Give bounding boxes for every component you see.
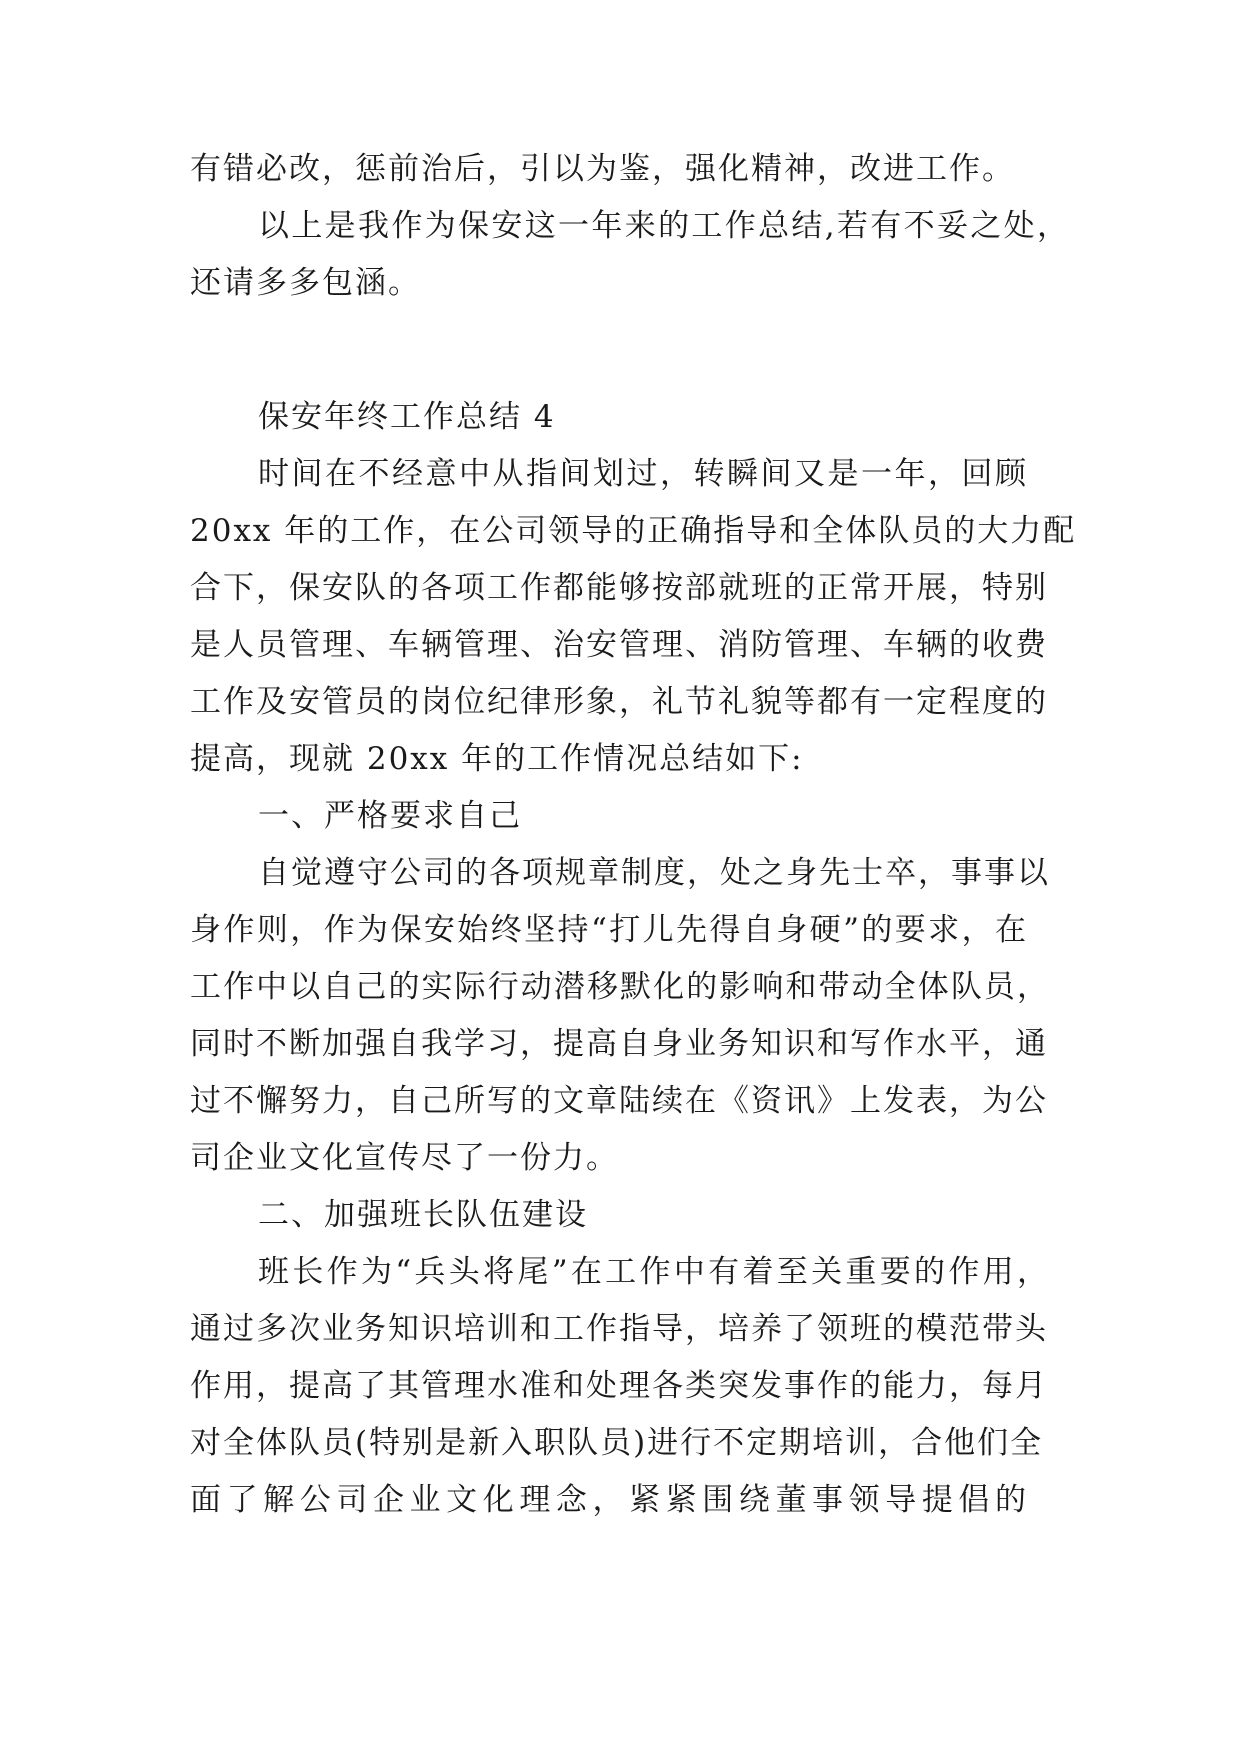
paragraph-line: 对全体队员(特别是新入职队员)进行不定期培训，合他们全: [190, 1425, 1044, 1461]
paragraph-line: 提高，现就 20xx 年的工作情况总结如下:: [190, 741, 804, 777]
paragraph-line: 20xx 年的工作，在公司领导的正确指导和全体队员的大力配: [190, 513, 1077, 549]
section-title: 保安年终工作总结 4: [258, 399, 556, 435]
section-heading: 二、加强班长队伍建设: [258, 1197, 588, 1233]
paragraph-line: 通过多次业务知识培训和工作指导，培养了领班的模范带头: [190, 1311, 1048, 1347]
paragraph-line: 面了解公司企业文化理念，紧紧围绕董事领导提倡的: [190, 1482, 1028, 1518]
paragraph-line: 过不懈努力，自己所写的文章陆续在《资讯》上发表，为公: [190, 1083, 1048, 1119]
paragraph-line: 是人员管理、车辆管理、治安管理、消防管理、车辆的收费: [190, 627, 1048, 663]
paragraph-line: 有错必改，惩前治后，引以为鉴，强化精神，改进工作。: [190, 151, 1015, 187]
paragraph-line: 班长作为“兵头将尾”在工作中有着至关重要的作用，: [258, 1254, 1050, 1290]
paragraph-line: 工作中以自己的实际行动潜移默化的影响和带动全体队员，: [190, 969, 1050, 1005]
paragraph-line: 司企业文化宣传尽了一份力。: [190, 1140, 619, 1176]
paragraph-line: 作用，提高了其管理水准和处理各类突发事作的能力，每月: [190, 1368, 1048, 1404]
paragraph-line: 还请多多包涵。: [190, 265, 421, 301]
paragraph-line: 时间在不经意中从指间划过，转瞬间又是一年，回顾: [258, 456, 1028, 492]
paragraph-line: 自觉遵守公司的各项规章制度，处之身先士卒，事事以: [258, 855, 1050, 891]
paragraph-line: 以上是我作为保安这一年来的工作总结,若有不妥之处，: [258, 208, 1070, 244]
paragraph-line: 身作则，作为保安始终坚持“打儿先得自身硬”的要求，在: [190, 912, 1028, 948]
paragraph-line: 工作及安管员的岗位纪律形象，礼节礼貌等都有一定程度的: [190, 684, 1048, 720]
section-heading: 一、严格要求自己: [258, 798, 522, 834]
paragraph-line: 同时不断加强自我学习，提高自身业务知识和写作水平，通: [190, 1026, 1048, 1062]
paragraph-line: 合下，保安队的各项工作都能够按部就班的正常开展，特别: [190, 570, 1048, 606]
